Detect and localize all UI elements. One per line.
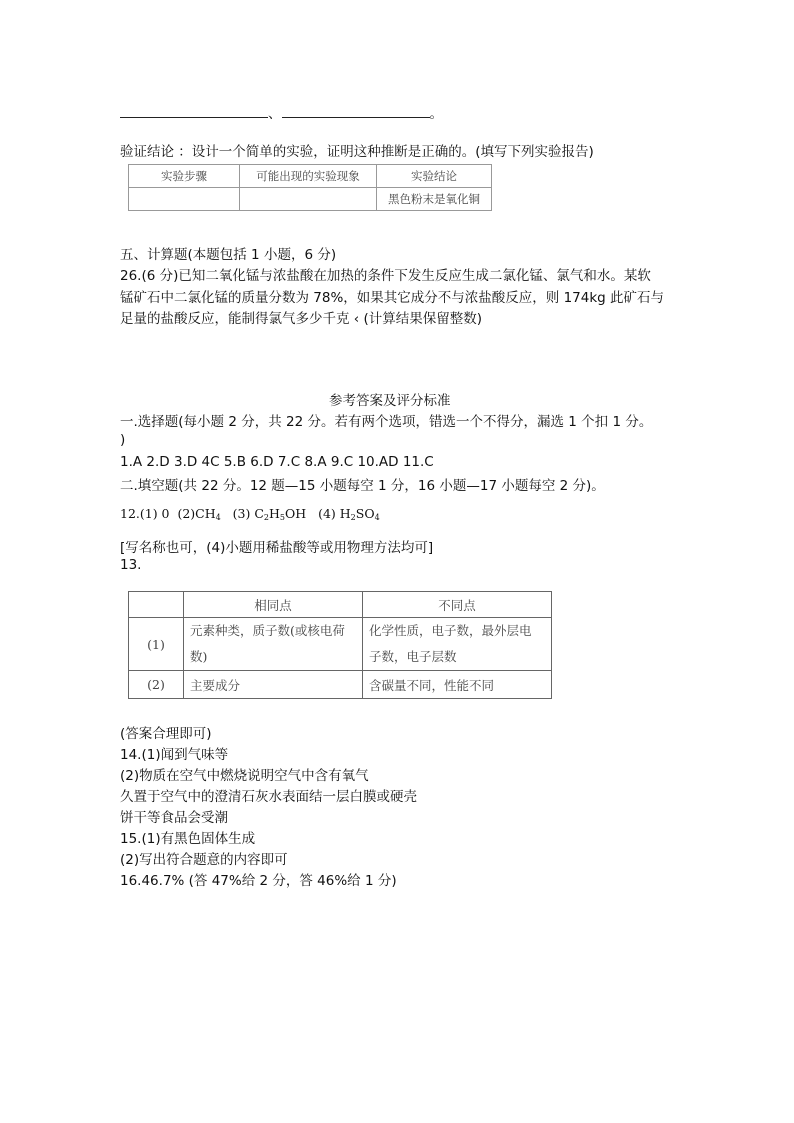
header-cell xyxy=(129,592,184,618)
answer-line: 饼干等食品会受潮 xyxy=(120,810,228,826)
answer-line: 14.(1)闻到气味等 xyxy=(120,747,229,763)
table-cell: 元素种类，质子数(或核电荷 数) xyxy=(184,618,363,671)
section-title: 五、计算题(本题包括 1 小题，6 分) xyxy=(120,247,337,263)
table-cell: 黑色粉末是氧化铜 xyxy=(377,188,492,211)
q12-answer: 12.(1) 0 $(2)CH_4$ (3) $C_2H_5OH$ (4) $H_2SO_4$ xyxy=(120,506,380,522)
question-text: 锰矿石中二氯化锰的质量分数为 78%，如果其它成分不与浓盐酸反应，则 174kg 此矿石与 xyxy=(120,290,665,306)
question-text: 26.(6 分)已知二氧化锰与浓盐酸在加热的条件下发生反应生成二氯化锰、氯气和水。某软 xyxy=(120,268,651,284)
table-cell: 主要成分 xyxy=(184,671,363,699)
header-cell: 实验步骤 xyxy=(129,165,240,188)
row-label: (2) xyxy=(129,671,184,699)
table-cell: 化学性质，电子数，最外层电 子数，电子层数 xyxy=(363,618,552,671)
header-cell: 可能出现的实验现象 xyxy=(240,165,377,188)
table-cell: 含碳量不同，性能不同 xyxy=(363,671,552,699)
answer-line: 15.(1)有黑色固体生成 xyxy=(120,831,256,847)
header-cell: 不同点 xyxy=(363,592,552,618)
blank-1 xyxy=(120,105,268,118)
answer-line: ) xyxy=(120,432,126,448)
answer-line: (2)物质在空气中燃烧说明空气中含有氧气 xyxy=(120,768,369,784)
blank-2 xyxy=(282,105,430,118)
answers-title: 参考答案及评分标准 xyxy=(329,393,451,409)
header-cell: 实验结论 xyxy=(377,165,492,188)
answer-line: (答案合理即可) xyxy=(120,726,212,742)
row-label: (1) xyxy=(129,618,184,671)
comparison-table xyxy=(128,591,552,699)
table-row xyxy=(129,188,492,211)
header-cell: 相同点 xyxy=(184,592,363,618)
fill-blank-line xyxy=(120,102,443,122)
q12-note: [写名称也可，(4)小题用稀盐酸等或用物理方法均可] xyxy=(120,540,434,556)
verify-instruction: 验证结论 ：设计一个简单的实验，证明这种推断是正确的。(填写下列实验报告) xyxy=(120,144,594,160)
separator: 、 xyxy=(268,106,282,122)
table-row xyxy=(129,165,492,188)
answer-line: 16.46.7% (答 47%给 2 分，答 46%给 1 分) xyxy=(120,873,397,889)
answer-line: 一.选择题(每小题 2 分，共 22 分。若有两个选项，错选一个不得分，漏选 1 个扣 1 分。 xyxy=(120,414,653,430)
answer-line: 久置于空气中的澄清石灰水表面结一层白膜或硬壳 xyxy=(120,789,417,805)
q13-label: 13. xyxy=(120,557,142,573)
table-row xyxy=(129,592,552,618)
answer-line: (2)写出符合题意的内容即可 xyxy=(120,852,288,868)
answer-line: 二.填空题(共 22 分。12 题—15 小题每空 1 分，16 小题—17 小题每空 2 分)。 xyxy=(120,478,605,494)
experiment-report-table xyxy=(128,164,492,211)
answer-keys: 1.A 2.D 3.D 4C 5.B 6.D 7.C 8.A 9.C 10.AD 11.C xyxy=(120,454,434,470)
table-cell xyxy=(240,188,377,211)
table-row xyxy=(129,618,552,671)
period: 。 xyxy=(429,106,443,122)
table-cell xyxy=(129,188,240,211)
table-row xyxy=(129,671,552,699)
question-text: 足量的盐酸反应，能制得氯气多少千克 ‹ (计算结果保留整数) xyxy=(120,311,483,327)
